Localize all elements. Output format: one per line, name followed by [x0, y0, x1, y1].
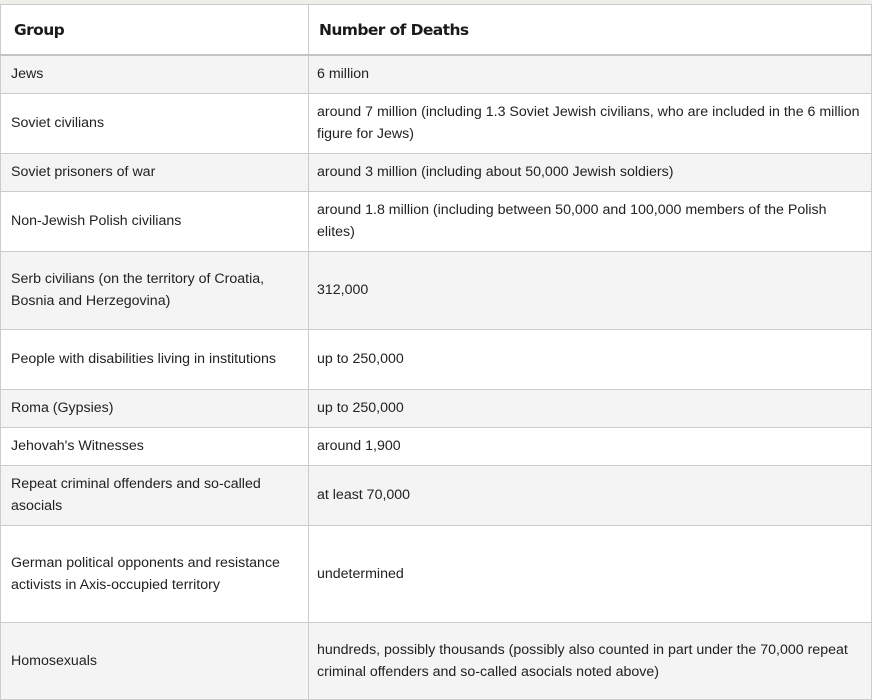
column-header-group: Group	[1, 5, 309, 56]
deaths-cell: up to 250,000	[309, 389, 872, 427]
deaths-cell: up to 250,000	[309, 329, 872, 389]
group-cell: Non-Jewish Polish civilians	[1, 191, 309, 251]
deaths-table	[0, 4, 872, 700]
group-cell: German political opponents and resistance activists in Axis-occupied territory	[1, 525, 309, 622]
group-cell: Soviet prisoners of war	[1, 153, 309, 191]
group-cell: Repeat criminal offenders and so-called asocials	[1, 465, 309, 525]
table-row	[1, 622, 872, 699]
deaths-cell: at least 70,000	[309, 465, 872, 525]
group-cell: Jehovah's Witnesses	[1, 427, 309, 465]
table-row	[1, 55, 872, 93]
deaths-cell: hundreds, possibly thousands (possibly also counted in part under the 70,000 repeat criminal offenders and so-called asocials noted above)	[309, 622, 872, 699]
group-cell: Serb civilians (on the territory of Croatia, Bosnia and Herzegovina)	[1, 251, 309, 329]
deaths-cell: around 3 million (including about 50,000 Jewish soldiers)	[309, 153, 872, 191]
table-header	[1, 5, 872, 56]
deaths-cell: around 7 million (including 1.3 Soviet Jewish civilians, who are included in the 6 million figure for Jews)	[309, 93, 872, 153]
table-row	[1, 389, 872, 427]
table-row	[1, 93, 872, 153]
group-cell: Homosexuals	[1, 622, 309, 699]
deaths-cell: 6 million	[309, 55, 872, 93]
group-cell: People with disabilities living in institutions	[1, 329, 309, 389]
group-cell: Jews	[1, 55, 309, 93]
table-row	[1, 427, 872, 465]
group-cell: Roma (Gypsies)	[1, 389, 309, 427]
table-row	[1, 329, 872, 389]
deaths-cell: around 1.8 million (including between 50,000 and 100,000 members of the Polish elites)	[309, 191, 872, 251]
table-body	[1, 55, 872, 699]
group-cell: Soviet civilians	[1, 93, 309, 153]
table-row	[1, 525, 872, 622]
deaths-cell: 312,000	[309, 251, 872, 329]
table-row	[1, 153, 872, 191]
deaths-cell: undetermined	[309, 525, 872, 622]
table-row	[1, 191, 872, 251]
header-row	[1, 5, 872, 56]
column-header-number-of-deaths: Number of Deaths	[309, 5, 872, 56]
table-row	[1, 251, 872, 329]
deaths-cell: around 1,900	[309, 427, 872, 465]
table-row	[1, 465, 872, 525]
